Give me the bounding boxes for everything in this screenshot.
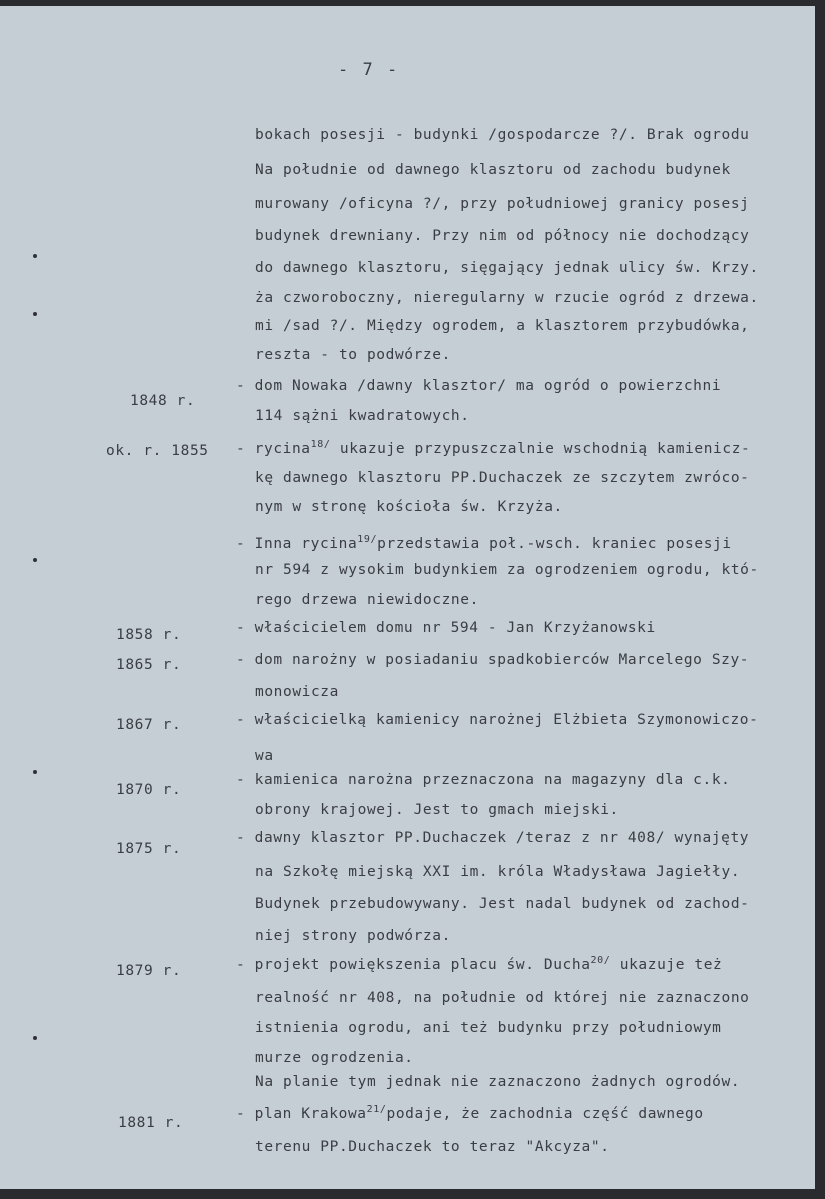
text-line: obrony krajowej. Jest to gmach miejski. xyxy=(255,802,619,818)
footnote-mark: 19/ xyxy=(357,534,378,545)
punch-hole xyxy=(33,254,37,258)
scan-edge-top xyxy=(0,0,825,6)
text-line xyxy=(236,534,732,552)
entry-date: 1867 r. xyxy=(116,717,182,733)
text-fragment: - projekt powiększenia placu św. Ducha xyxy=(236,956,591,973)
text-line: monowicza xyxy=(255,684,339,700)
text-line: ża czworoboczny, nieregularny w rzucie ogród z drzewa. xyxy=(255,290,759,306)
text-fragment: - rycina xyxy=(236,440,311,457)
page-number: - 7 - xyxy=(338,60,400,80)
footnote-mark: 20/ xyxy=(590,955,611,966)
text-line: - dawny klasztor PP.Duchaczek /teraz z nr 408/ wynajęty xyxy=(236,830,750,846)
text-line xyxy=(236,955,722,973)
text-line: - właścicielką kamienicy narożnej Elżbieta Szymonowiczo- xyxy=(236,712,759,728)
text-line: nym w stronę kościoła św. Krzyża. xyxy=(255,499,563,515)
text-fragment: ukazuje też xyxy=(619,956,723,973)
text-line: rego drzewa niewidoczne. xyxy=(255,592,479,608)
text-line: Na południe od dawnego klasztoru od zachodu budynek xyxy=(255,162,731,178)
scan-edge-right xyxy=(815,0,825,1199)
entry-date: 1870 r. xyxy=(116,782,182,798)
text-line: realność nr 408, na południe od której nie zaznaczono xyxy=(255,990,750,1006)
punch-hole xyxy=(33,312,37,316)
text-fragment: - Inna rycina xyxy=(236,535,358,552)
text-line xyxy=(236,1104,704,1122)
footnote-mark: 21/ xyxy=(366,1104,387,1115)
text-line: istnienia ogrodu, ani też budynku przy południowym xyxy=(255,1020,722,1036)
text-line: murze ogrodzenia. xyxy=(255,1050,414,1066)
entry-date: 1858 r. xyxy=(116,627,182,643)
entry-date: 1875 r. xyxy=(116,841,182,857)
text-line: Budynek przebudowywany. Jest nadal budynek od zachod- xyxy=(255,896,750,912)
text-line: budynek drewniany. Przy nim od północy nie dochodzący xyxy=(255,228,750,244)
text-line: - dom Nowaka /dawny klasztor/ ma ogród o powierzchni xyxy=(236,378,722,394)
entry-date: 1879 r. xyxy=(116,963,182,979)
text-fragment: przedstawia poł.-wsch. kraniec posesji xyxy=(377,535,732,552)
text-line: niej strony podwórza. xyxy=(255,928,451,944)
text-line: - właścicielem domu nr 594 - Jan Krzyżanowski xyxy=(236,620,656,636)
text-line: murowany /oficyna ?/, przy południowej granicy posesj xyxy=(255,196,750,212)
text-line: - kamienica narożna przeznaczona na magazyny dla c.k. xyxy=(236,772,731,788)
punch-hole xyxy=(33,1036,37,1040)
entry-date: 1865 r. xyxy=(116,657,182,673)
text-line: do dawnego klasztoru, sięgający jednak ulicy św. Krzy. xyxy=(255,260,759,276)
entry-date: 1848 r. xyxy=(130,393,196,409)
text-line: - dom narożny w posiadaniu spadkobierców Marcelego Szy- xyxy=(236,652,750,668)
footnote-mark: 18/ xyxy=(310,439,331,450)
entry-date: 1881 r. xyxy=(118,1115,184,1131)
scan-edge-bottom xyxy=(0,1189,825,1199)
punch-hole xyxy=(33,770,37,774)
text-line xyxy=(236,439,750,457)
text-line: reszta - to podwórze. xyxy=(255,347,451,363)
text-line: terenu PP.Duchaczek to teraz "Akcyza". xyxy=(255,1139,610,1155)
text-line: wa xyxy=(255,748,274,764)
text-line: Na planie tym jednak nie zaznaczono żadnych ogrodów. xyxy=(255,1074,741,1090)
punch-hole xyxy=(33,558,37,562)
text-line: nr 594 z wysokim budynkiem za ogrodzeniem ogrodu, któ- xyxy=(255,562,759,578)
text-line: kę dawnego klasztoru PP.Duchaczek ze szczytem zwróco- xyxy=(255,470,750,486)
text-fragment: podaje, że zachodnia część dawnego xyxy=(386,1105,704,1122)
text-line: bokach posesji - budynki /gospodarcze ?/. Brak ogrodu xyxy=(255,127,750,143)
entry-date: ok. r. 1855 xyxy=(106,443,209,459)
text-fragment: ukazuje przypuszczalnie wschodnią kamienicz- xyxy=(339,440,751,457)
text-line: 114 sążni kwadratowych. xyxy=(255,408,470,424)
text-line: mi /sad ?/. Między ogrodem, a klasztorem przybudówka, xyxy=(255,318,750,334)
text-fragment: - plan Krakowa xyxy=(236,1105,367,1122)
text-line: na Szkołę miejską XXI im. króla Władysława Jagiełły. xyxy=(255,864,741,880)
